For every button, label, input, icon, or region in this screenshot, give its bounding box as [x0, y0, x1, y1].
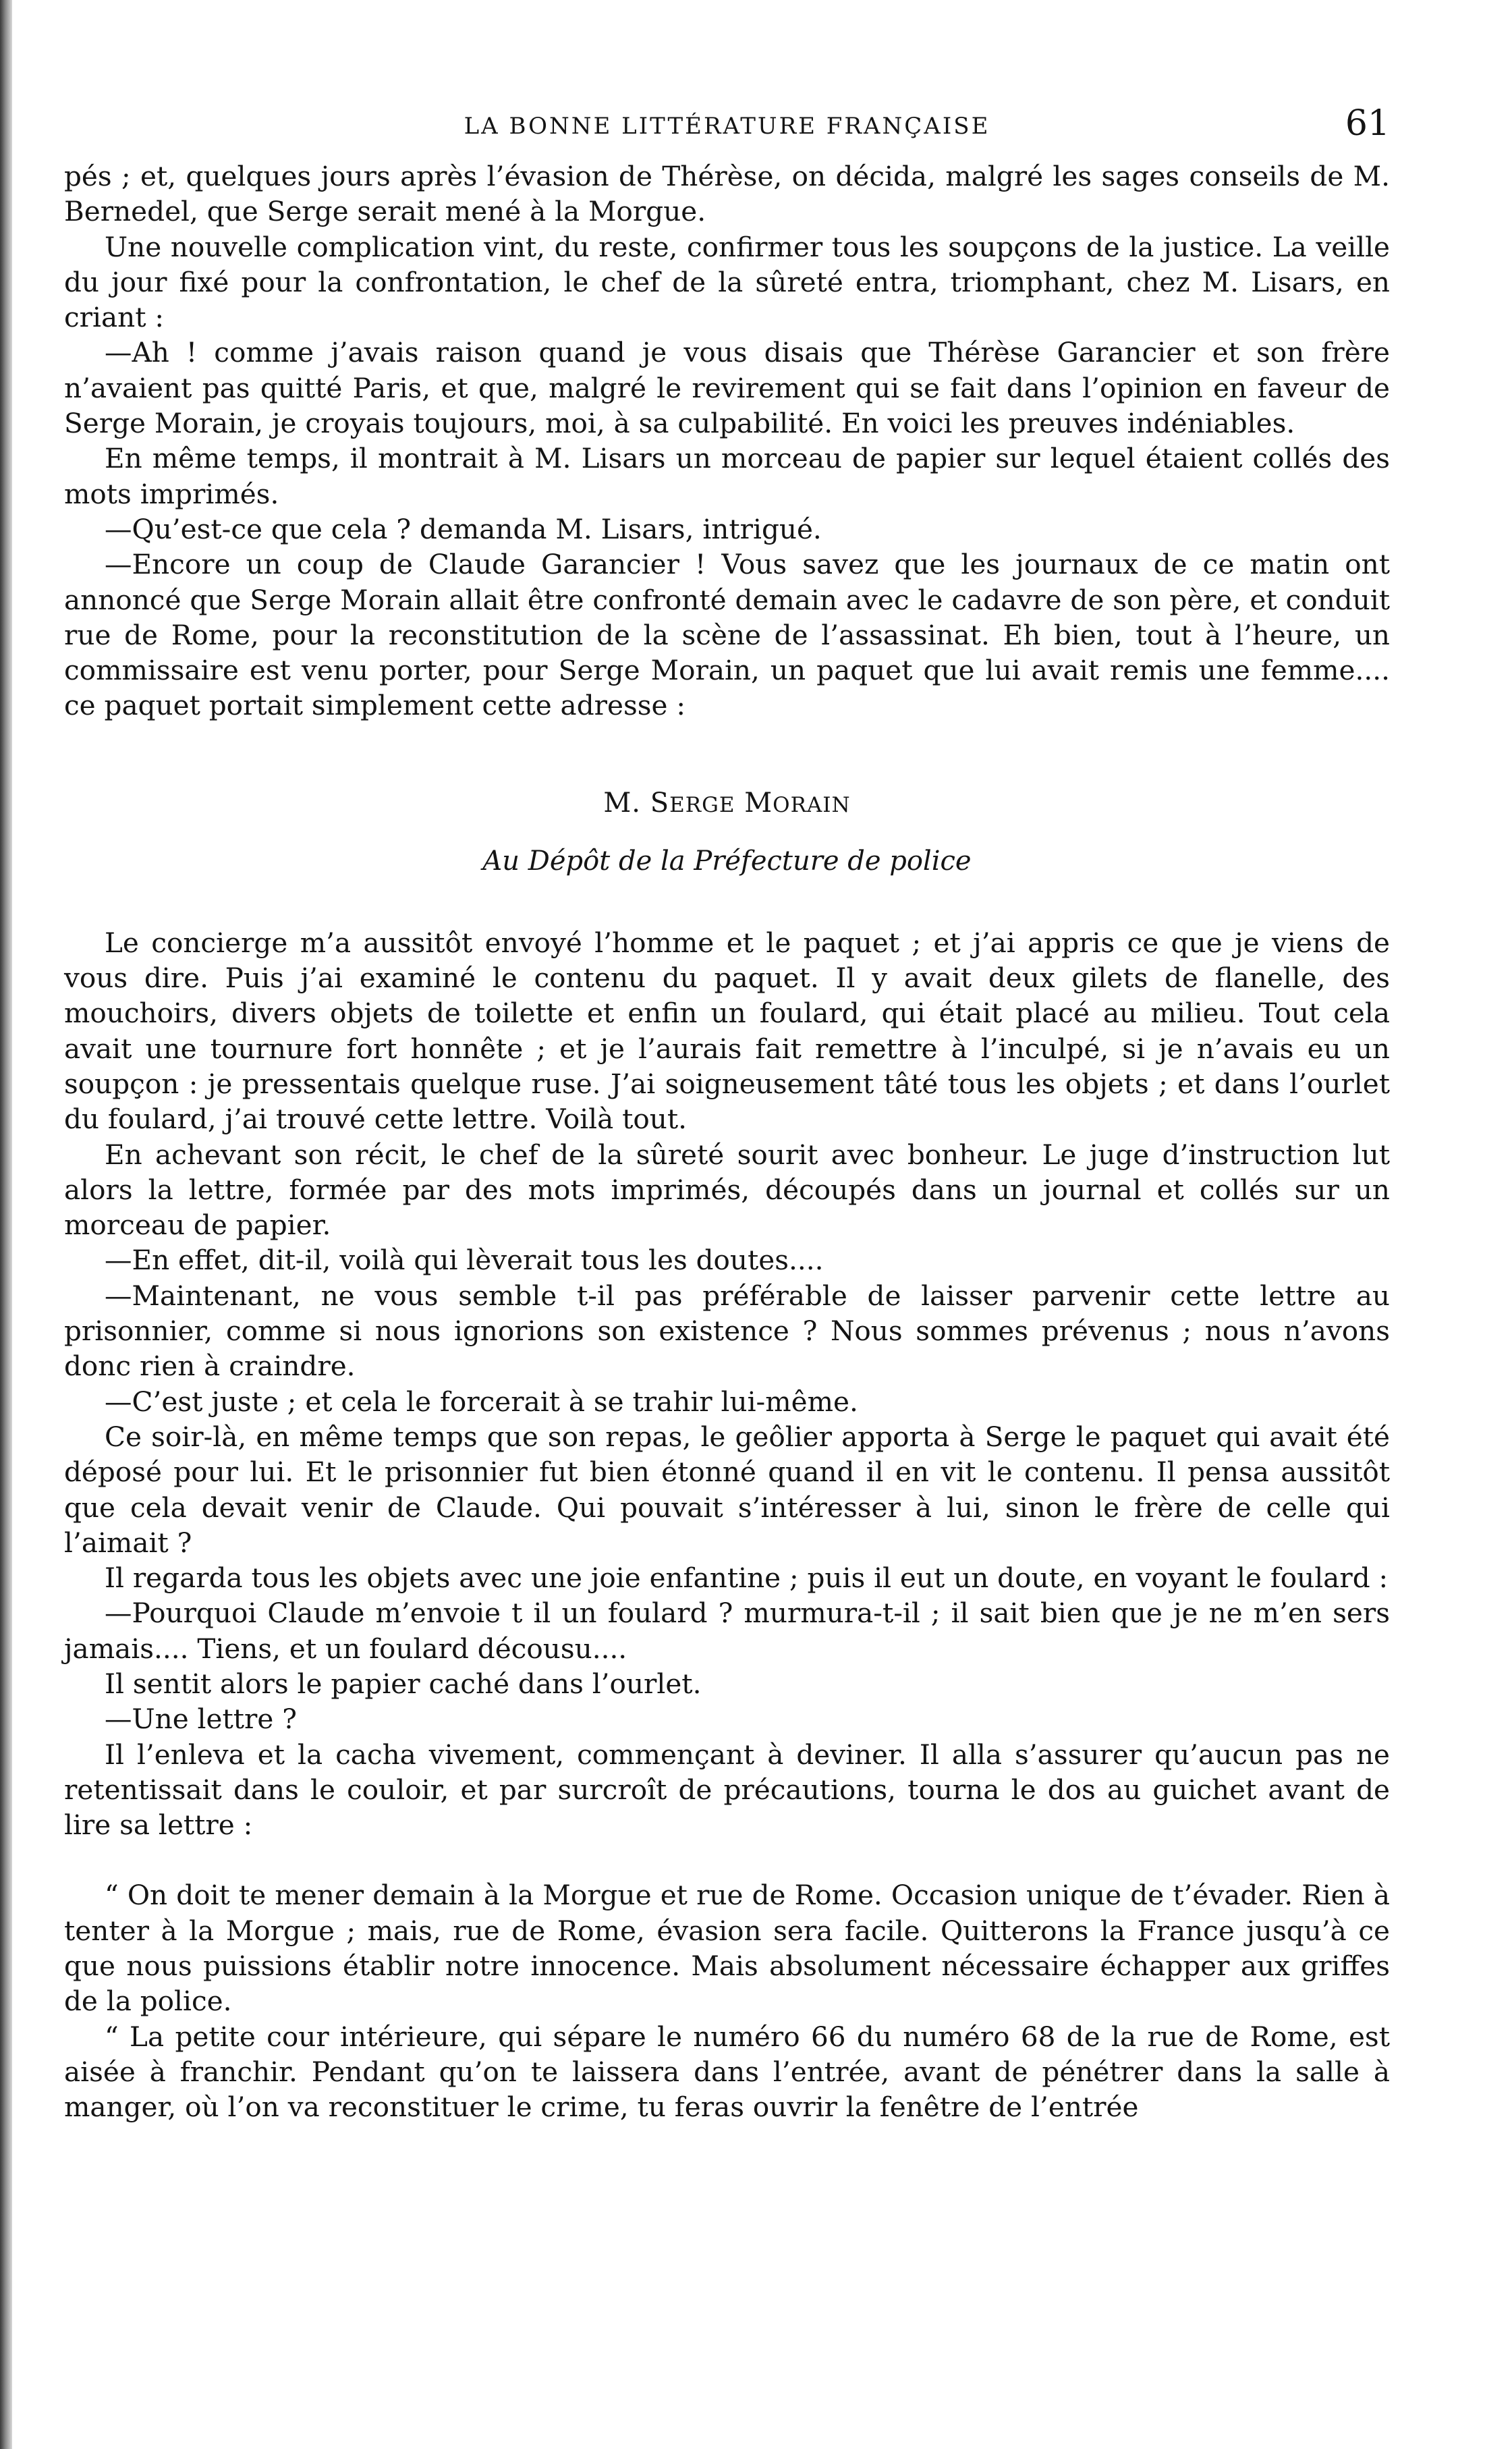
running-title: LA BONNE LITTÉRATURE FRANÇAISE — [464, 113, 990, 140]
paragraph: Il regarda tous les objets avec une joie enfantine ; puis il eut un doute, en voyant le foulard : — [105, 1562, 1389, 1595]
paragraph: Une nouvelle complication vint, du reste, confirmer tous les soupçons de la justice. La veille du jour fixé pour la confrontation, le chef de la sûreté entra, triomphant, chez M. Lisars, en criant : — [64, 230, 1390, 334]
book-binding-edge — [0, 0, 12, 2449]
address-name — [64, 788, 1390, 819]
paragraph: —Maintenant, ne vous semble t-il pas préférable de laisser parvenir cette lettre au prisonnier, comme si nous ignorions son existence ? Nous sommes prévenus ; nous n’avons donc rien à craindre. — [64, 1279, 1390, 1383]
text-block-top — [64, 159, 1390, 723]
paragraph: —C’est juste ; et cela le forcerait à se trahir lui-même. — [105, 1385, 858, 1418]
address-name-smallcaps-2: ORAIN — [773, 792, 851, 817]
paragraph: Il sentit alors le papier caché dans l’ourlet. — [105, 1667, 702, 1700]
address-name-initial: M. S — [603, 787, 670, 819]
paragraph: —Qu’est-ce que cela ? demanda M. Lisars, intrigué. — [105, 512, 822, 545]
paragraph: Il l’enleva et la cacha vivement, commençant à deviner. Il alla s’assurer qu’aucun pas ne retentissait dans le couloir, et par surcroît de précautions, tourna le dos au guichet avant de lire sa lettre : — [64, 1738, 1390, 1842]
address-name-smallcaps-1: ERGE — [669, 792, 735, 817]
running-header — [64, 98, 1390, 152]
paragraph: Le concierge m’a aussitôt envoyé l’homme et le paquet ; et j’ai appris ce que je viens de vous dire. Puis j’ai examiné le contenu du paquet. Il y avait deux gilets de flanelle, des mouchoirs, divers objets de toilette et enfin un foulard, qui était placé au milieu. Tout cela avait une tournure fort honnête ; et je l’aurais fait remettre à l’inculpé, si je n’avais eu un soupçon : je pressentais quelque ruse. J’ai soigneusement tâté tous les objets ; et dans l’ourlet du foulard, j’ai trouvé cette lettre. Voilà tout. — [64, 926, 1390, 1136]
quoted-letter — [64, 1877, 1390, 2124]
letter-paragraph: “ La petite cour intérieure, qui sépare le numéro 66 du numéro 68 de la rue de Rome, est aisée à franchir. Pendant qu’on te laissera dans l’entrée, avant de pénétrer dans la salle à manger, où l’on va reconstituer le crime, tu feras ouvrir la fenêtre de l’entrée — [64, 2020, 1390, 2124]
paragraph: —Encore un coup de Claude Garancier ! Vous savez que les journaux de ce matin ont annoncé que Serge Morain allait être confronté demain avec le cadavre de son père, et conduit rue de Rome, pour la reconstitution de la scène de l’assassinat. Eh bien, tout à l’heure, un commissaire est venu porter, pour Serge Morain, un paquet que lui avait remis une femme.... ce paquet portait simplement cette adresse : — [64, 548, 1390, 722]
paragraph: —Ah ! comme j’avais raison quand je vous disais que Thérèse Garancier et son frère n’avaient pas quitté Paris, et que, malgré le revirement qui se fait dans l’opinion en faveur de Serge Morain, je croyais toujours, moi, à sa culpabilité. En voici les preuves indéniables. — [64, 336, 1390, 440]
paragraph: —Une lettre ? — [105, 1703, 297, 1736]
address-name-middle: M — [735, 787, 773, 819]
paragraph: Ce soir-là, en même temps que son repas, le geôlier apporta à Serge le paquet qui avait été déposé pour lui. Et le prisonnier fut bien étonné quand il en vit le contenu. Il pensa aussitôt que cela devait venir de Claude. Qui pouvait s’intéresser à lui, sinon le frère de celle qui l’aimait ? — [64, 1420, 1390, 1559]
page-number: 61 — [1345, 103, 1390, 144]
text-block-middle — [64, 925, 1390, 1843]
paragraph: pés ; et, quelques jours après l’évasion de Thérèse, on décida, malgré les sages conseils de M. Bernedel, que Serge serait mené à la Morgue. — [64, 160, 1390, 228]
paragraph: —Pourquoi Claude m’envoie t il un foulard ? murmura-t-il ; il sait bien que je ne m’en sers jamais.... Tiens, et un foulard décousu.... — [64, 1597, 1390, 1665]
address-location: Au Dépôt de la Préfecture de police — [482, 845, 972, 877]
paragraph: —En effet, dit-il, voilà qui lèverait tous les doutes.... — [105, 1244, 824, 1277]
paragraph: En même temps, il montrait à M. Lisars un morceau de papier sur lequel étaient collés des mots imprimés. — [64, 442, 1390, 510]
paragraph: En achevant son récit, le chef de la sûreté sourit avec bonheur. Le juge d’instruction lut alors la lettre, formée par des mots imprimés, découpés dans un journal et collés sur un morceau de papier. — [64, 1138, 1390, 1242]
book-page — [64, 98, 1390, 2125]
letter-paragraph: “ On doit te mener demain à la Morgue et rue de Rome. Occasion unique de t’évader. Rien à tenter à la Morgue ; mais, rue de Rome, évasion sera facile. Quitterons la France jusqu’à ce que nous puissions établir notre innocence. Mais absolument nécessaire échapper aux griffes de la police. — [64, 1879, 1390, 2018]
